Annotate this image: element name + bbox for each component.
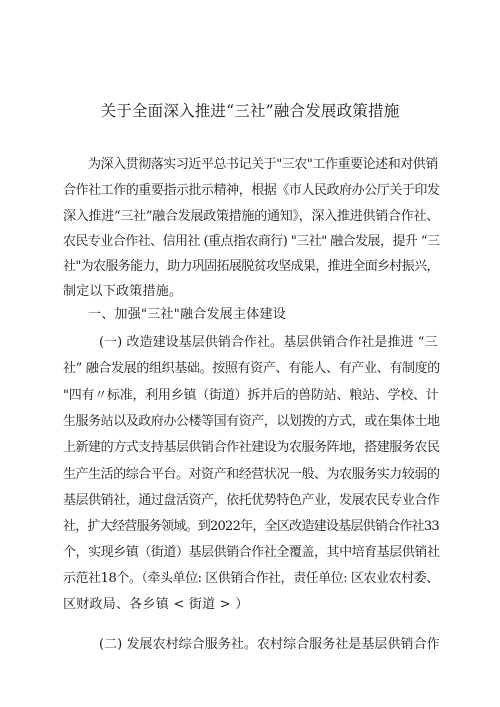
- item-1-line-5: 上新建的方式支持基层供销合作社建设为农服务阵地，搭建服务农民: [63, 440, 440, 455]
- item-1-line-7: 基层供销社，通过盘活资产，依托优势特色产业，发展农民专业合作: [63, 493, 440, 508]
- intro-line-3: 深入推进“三社”融合发展政策措施的通知》，深入推进供销合作社、: [63, 209, 440, 224]
- section-1-heading: 一、加强"三社"融合发展主体建设: [88, 307, 286, 322]
- item-1-line-10: 示范社18个。（牵头单位: 区供销合作社，责任单位: 区农业农村委、: [63, 571, 439, 586]
- intro-line-1: 为深入贯彻落实习近平总书记关于"三农"工作重要论述和对供销: [88, 157, 438, 172]
- item-1-line-4: 生服务站以及政府办公楼等国有资产，以划拨的方式，或在集体土地: [63, 414, 440, 429]
- item-1-line-3: "四有〃标准，利用乡镇（街道）拆并后的兽防站、粮站、学校、计: [63, 388, 439, 403]
- item-1-line-6: 生产生活的综合平台。对资产和经营状况一般、为农服务实力较弱的: [63, 467, 440, 482]
- intro-line-6: 制定以下政策措施。: [63, 284, 183, 299]
- intro-line-2: 合作社工作的重要指示批示精神，根据《市人民政府办公厅关于印发: [63, 183, 440, 198]
- intro-line-4: 农民专业合作社、信用社 (重点指农商行) "三社" 融合发展，提升 “三: [63, 234, 440, 249]
- item-2-line-1: (二) 发展农村综合服务社。农村综合服务社是基层供销合作: [99, 637, 440, 652]
- intro-line-5: 社"为农服务能力，助力巩固拓展脱贫攻坚成果，推进全面乡村振兴，: [63, 259, 439, 274]
- document-title: 关于全面深入推进“三社”融合发展政策措施: [100, 102, 400, 120]
- item-1-line-8: 社，扩大经营服务领域。到2022年，全区改造建设基层供销合作社33: [63, 519, 439, 534]
- item-1-line-11: 区财政局、各乡镇 < 街道 > ）: [63, 597, 249, 612]
- item-1-line-9: 个，实现乡镇（街道）基层供销合作社全覆盖，其中培育基层供销社: [63, 545, 440, 560]
- item-1-line-2: 社” 融合发展的组织基础。按照有资产、有能人、有产业、有制度的: [63, 361, 440, 376]
- item-1-line-1: (一) 改造建设基层供销合作社。基层供销合作社是推进 “三: [99, 335, 438, 350]
